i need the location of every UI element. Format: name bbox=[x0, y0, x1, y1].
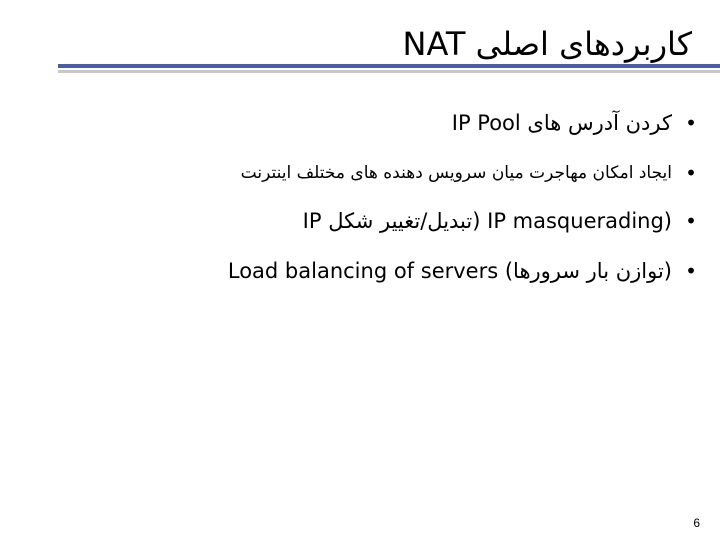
bullet-icon: • bbox=[685, 161, 697, 185]
bullet-icon: • bbox=[685, 111, 697, 135]
bullet-text: (IP masquerading (تبدیل/تغییر شکل IP bbox=[302, 209, 672, 233]
page-number: 6 bbox=[693, 516, 700, 530]
bullet-text: کردن آدرس های IP Pool bbox=[451, 111, 672, 135]
slide-title: کاربردهای اصلی NAT bbox=[402, 25, 692, 63]
bullet-item bbox=[228, 254, 702, 288]
bullet-item bbox=[241, 156, 702, 190]
bullet-icon: • bbox=[685, 209, 697, 233]
bullet-text: (توازن بار سرورها) Load balancing of servers bbox=[227, 259, 672, 283]
bullet-icon: • bbox=[685, 259, 697, 283]
bullet-item bbox=[303, 204, 702, 238]
bullet-text: ایجاد امکان مهاجرت میان سرویس دهنده های مختلف اینترنت bbox=[240, 163, 672, 183]
bullet-item bbox=[452, 106, 702, 140]
